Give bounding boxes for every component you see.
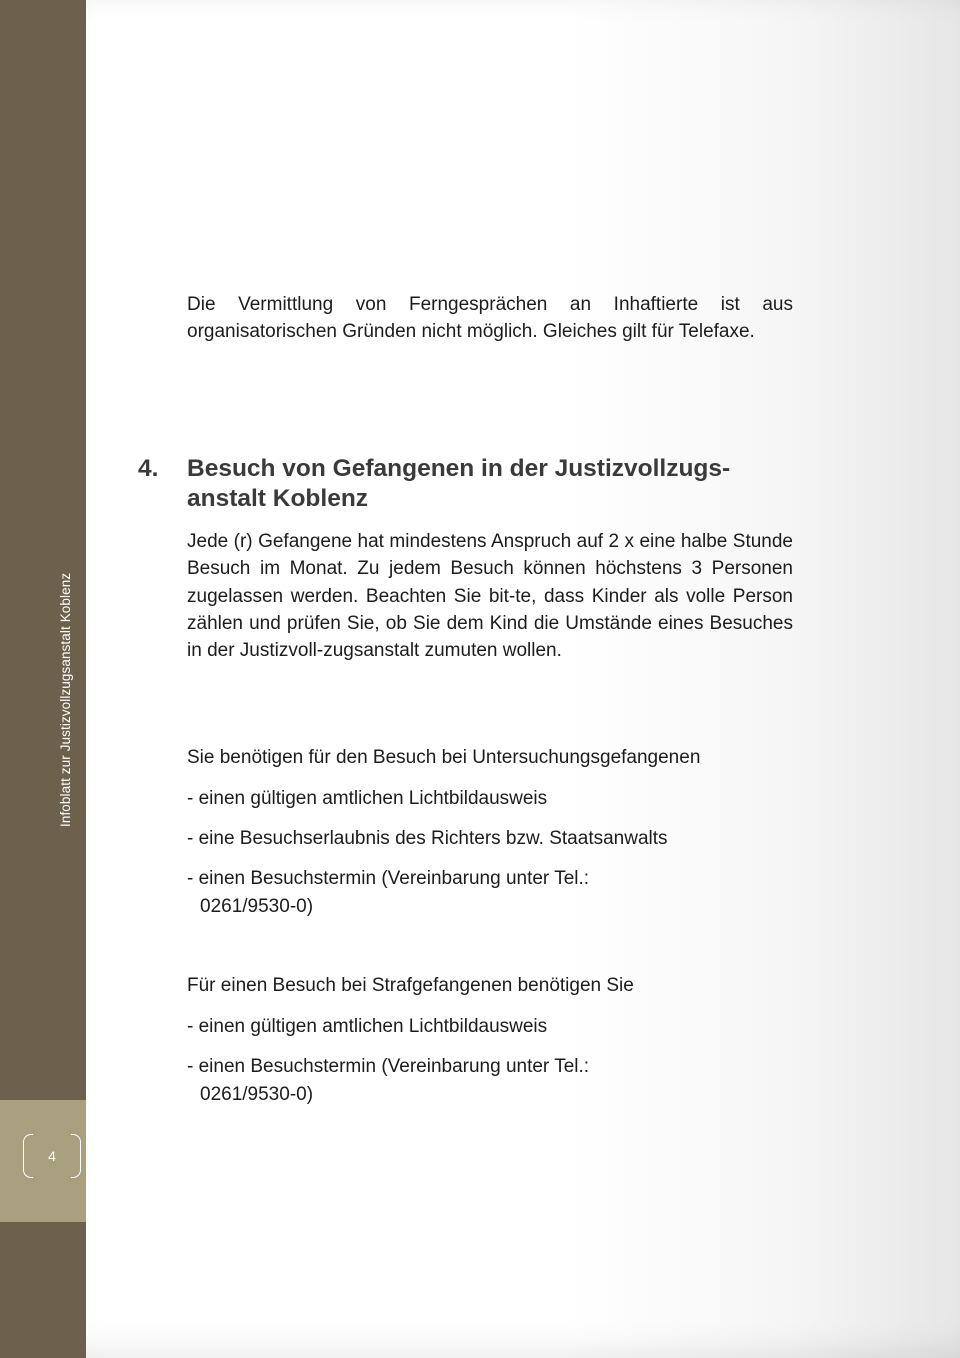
sidebar-title-text: Infoblatt zur Justizvollzugsanstalt Koblenz <box>58 572 73 827</box>
intro-text: Die Vermittlung von Ferngesprächen an Inhaftierte ist aus organisatorischen Gründen nicht möglich. Gleiches gilt für Telefaxe. <box>187 294 793 343</box>
page-number-box <box>0 1100 86 1222</box>
sidebar <box>0 0 86 1358</box>
section-body-text: Jede (r) Gefangene hat mindestens Anspruch auf 2 x eine halbe Stunde Besuch im Monat. Zu jedem Besuch können höchstens 3 Personen zugelassen werden. Beachten Sie bit-te, dass Kinder als volle Person zählen und prüfen Sie, ob Sie dem Kind die Umstände eines Besuches in der Justizvoll-zugsanstalt zumuten wollen. <box>187 531 793 662</box>
phone-number: 0261/9530-0) <box>200 1084 314 1105</box>
list-item: - eine Besuchserlaubnis des Richters bzw. Staatsanwalts <box>187 828 668 849</box>
list-item: - einen Besuchstermin (Vereinbarung unter Tel.: <box>187 1056 590 1077</box>
intro-paragraph <box>187 291 793 346</box>
straf-intro: Für einen Besuch bei Strafgefangenen benötigen Sie <box>187 975 634 996</box>
section-number: 4. <box>138 455 159 482</box>
list-item: - einen gültigen amtlichen Lichtbildausweis <box>187 1016 548 1037</box>
phone-number: 0261/9530-0) <box>200 896 314 917</box>
untersuchung-intro: Sie benötigen für den Besuch bei Untersuchungsgefangenen <box>187 747 701 768</box>
list-item: - einen gültigen amtlichen Lichtbildausweis <box>187 788 548 809</box>
sidebar-title <box>58 537 78 827</box>
list-item: - einen Besuchstermin (Vereinbarung unter Tel.: <box>187 868 590 889</box>
page-number-bracket <box>23 1134 81 1178</box>
section-title: Besuch von Gefangenen in der Justizvollzugs-anstalt Koblenz <box>187 455 731 512</box>
page-background <box>86 0 960 1358</box>
page-number: 4 <box>48 1148 56 1164</box>
section-body <box>187 528 793 664</box>
